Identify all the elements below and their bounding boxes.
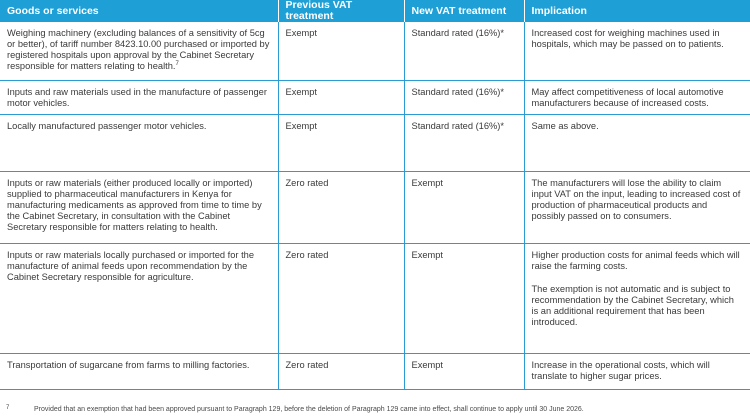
- table-row: [0, 22, 750, 80]
- table-row: [0, 171, 750, 243]
- previous-cell: Zero rated: [278, 353, 404, 389]
- previous-cell: Zero rated: [278, 171, 404, 243]
- new-cell: Standard rated (16%)*: [404, 22, 524, 80]
- previous-cell: Zero rated: [278, 243, 404, 353]
- implication-cell: The manufacturers will lose the ability to claim input VAT on the input, leading to increased cost of production of pharmaceutical products and possibly passed on to consumers.: [524, 171, 750, 243]
- goods-cell: Locally manufactured passenger motor vehicles.: [0, 114, 278, 171]
- new-cell: Exempt: [404, 243, 524, 353]
- new-cell: Standard rated (16%)*: [404, 80, 524, 114]
- previous-cell: Exempt: [278, 22, 404, 80]
- new-cell: Standard rated (16%)*: [404, 114, 524, 171]
- implication-cell: Increase in the operational costs, which will translate to higher sugar prices.: [524, 353, 750, 389]
- goods-cell: Transportation of sugarcane from farms to milling factories.: [0, 353, 278, 389]
- goods-cell: Inputs and raw materials used in the manufacture of passenger motor vehicles.: [0, 80, 278, 114]
- implication-cell: May affect competitiveness of local automotive manufacturers because of increased costs.: [524, 80, 750, 114]
- implication-cell: Higher production costs for animal feeds which will raise the farming costs. The exemption is not automatic and is subject to recommendation by the Cabinet Secretary, which is an additional requirement that has been introduced.: [524, 243, 750, 353]
- footnote-ref: 7: [175, 60, 179, 67]
- previous-cell: Exempt: [278, 114, 404, 171]
- goods-cell: Inputs or raw materials locally purchased or imported for the manufacture of animal feeds upon recommendation by the Cabinet Secretary responsible for agriculture.: [0, 243, 278, 353]
- header-implication: Implication: [524, 0, 750, 22]
- table-row: [0, 80, 750, 114]
- header-goods: Goods or services: [0, 0, 278, 22]
- implication-cell: Same as above.: [524, 114, 750, 171]
- new-cell: Exempt: [404, 171, 524, 243]
- footnote-text: Provided that an exemption that had been approved pursuant to Paragraph 129, before the deletion of Paragraph 129 came into effect, shall continue to apply until 30 June 2026.: [34, 406, 584, 413]
- table-row: [0, 243, 750, 353]
- new-cell: Exempt: [404, 353, 524, 389]
- goods-cell: Inputs or raw materials (either produced locally or imported) supplied to pharmaceutical manufacturers in Kenya for manufacturing medicaments as approved from time to time by the Cabinet Secretary, in consultation with the Cabinet Secretary responsible for matters relating to health.: [0, 171, 278, 243]
- table-row: [0, 353, 750, 389]
- footnote-mark: 7: [6, 405, 10, 411]
- header-previous-vat: Previous VAT treatment: [278, 0, 404, 22]
- implication-cell: Increased cost for weighing machines used in hospitals, which may be passed on to patients.: [524, 22, 750, 80]
- previous-cell: Exempt: [278, 80, 404, 114]
- table-header-row: [0, 0, 750, 22]
- table-row: [0, 114, 750, 171]
- goods-cell: Weighing machinery (excluding balances of a sensitivity of 5cg or better), of tariff number 8423.10.00 purchased or imported by registered hospitals upon approval by the Cabinet Secretary responsible for matters relating to health.$^7$: [0, 22, 278, 80]
- header-new-vat: New VAT treatment: [404, 0, 524, 22]
